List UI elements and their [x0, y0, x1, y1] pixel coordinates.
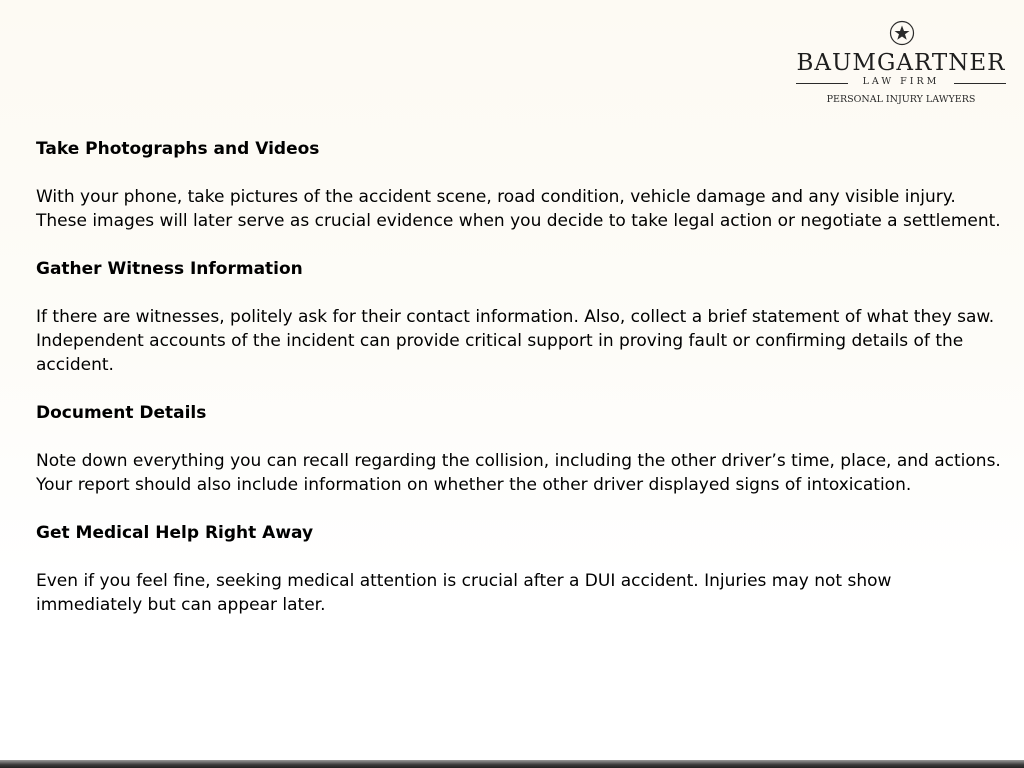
section-heading-photographs: Take Photographs and Videos: [36, 139, 320, 159]
logo-subtitle: LAW FIRM: [862, 76, 940, 87]
logo-brand-name: BAUMGARTNER: [796, 50, 1006, 76]
article-content: [36, 137, 1001, 641]
star-icon: [889, 20, 915, 46]
section-heading-witness: Gather Witness Information: [36, 259, 303, 279]
section-body-witness: If there are witnesses, politely ask for their contact information. Also, collect a brief statement of what they saw. Independent accounts of the incident can provide critical support in proving fault or confirming details of the accident.: [36, 307, 995, 375]
section-heading-document: Document Details: [36, 403, 207, 423]
firm-logo: [790, 14, 1012, 110]
section-body-photographs: With your phone, take pictures of the accident scene, road condition, vehicle damage and any visible injury. These images will later serve as crucial evidence when you decide to take legal action or negotiate a settlement.: [36, 187, 1001, 231]
section-body-medical: Even if you feel fine, seeking medical attention is crucial after a DUI accident. Injuries may not show immediately but can appear later.: [36, 571, 892, 615]
section-body-document: Note down everything you can recall regarding the collision, including the other driver’s time, place, and actions. Your report should also include information on whether the other driver displayed signs of intoxication.: [36, 451, 1001, 495]
section-heading-medical: Get Medical Help Right Away: [36, 523, 314, 543]
bottom-divider: [0, 760, 1024, 768]
logo-tagline: PERSONAL INJURY LAWYERS: [826, 94, 976, 105]
